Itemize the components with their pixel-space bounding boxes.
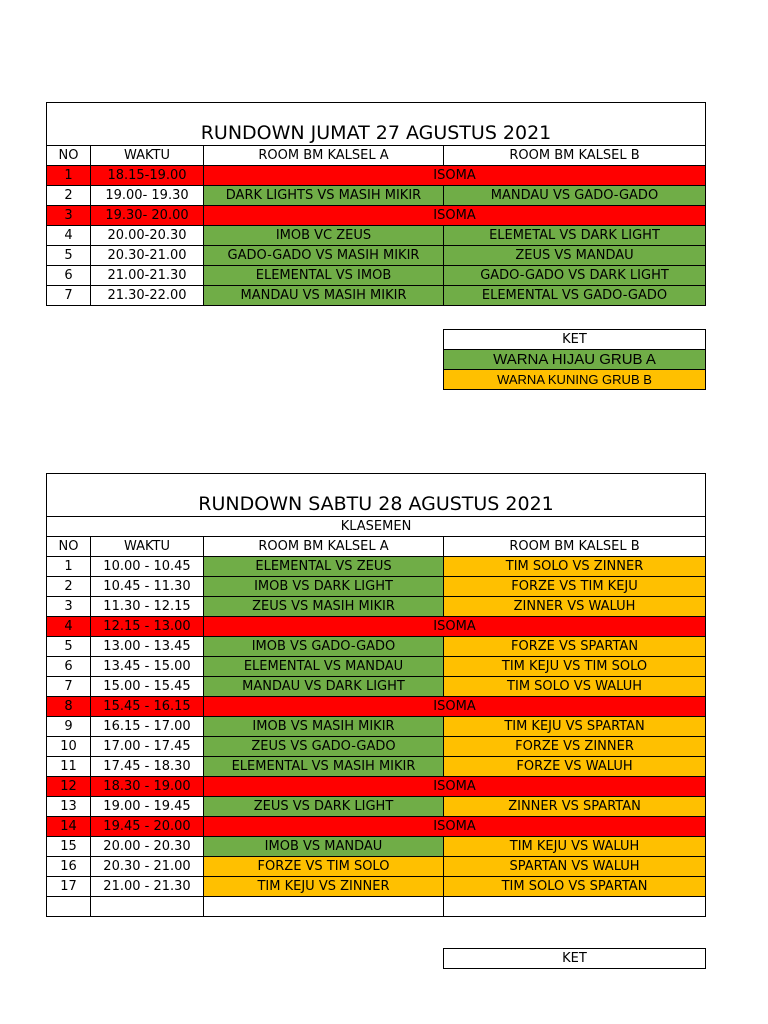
schedule-row: [47, 597, 706, 617]
schedule-row: [47, 226, 706, 246]
row-number: 8: [47, 697, 91, 717]
row-time: 13.00 - 13.45: [91, 637, 204, 657]
match-room-a: IMOB VS GADO-GADO: [204, 637, 444, 657]
match-room-a: MANDAU VS MASIH MIKIR: [204, 286, 444, 306]
match-room-a: ELEMENTAL VS IMOB: [204, 266, 444, 286]
row-time: [91, 897, 204, 917]
row-time: 15.45 - 16.15: [91, 697, 204, 717]
friday-title: RUNDOWN JUMAT 27 AGUSTUS 2021: [47, 103, 706, 146]
match-room-b: ZINNER VS SPARTAN: [444, 797, 706, 817]
match-room-a: GADO-GADO VS MASIH MIKIR: [204, 246, 444, 266]
schedule-row: [47, 737, 706, 757]
header-room-b: ROOM BM KALSEL B: [444, 146, 706, 166]
row-number: 1: [47, 166, 91, 186]
row-time: 10.45 - 11.30: [91, 577, 204, 597]
legend-title: KET: [444, 330, 706, 350]
schedule-row: [47, 206, 706, 226]
match-room-a: ZEUS VS GADO-GADO: [204, 737, 444, 757]
row-number: 5: [47, 246, 91, 266]
row-number: 17: [47, 877, 91, 897]
break-label: ISOMA: [204, 617, 706, 637]
schedule-row: [47, 677, 706, 697]
row-number: 11: [47, 757, 91, 777]
row-number: 2: [47, 577, 91, 597]
break-label: ISOMA: [204, 817, 706, 837]
row-number: 3: [47, 597, 91, 617]
schedule-row: [47, 697, 706, 717]
match-room-a: TIM KEJU VS ZINNER: [204, 877, 444, 897]
schedule-row: [47, 657, 706, 677]
row-time: 16.15 - 17.00: [91, 717, 204, 737]
row-number: 1: [47, 557, 91, 577]
row-number: 7: [47, 286, 91, 306]
row-time: 19.00 - 19.45: [91, 797, 204, 817]
match-room-a: FORZE VS TIM SOLO: [204, 857, 444, 877]
schedule-row: [47, 817, 706, 837]
header-time: WAKTU: [91, 537, 204, 557]
row-time: 15.00 - 15.45: [91, 677, 204, 697]
match-room-b: FORZE VS ZINNER: [444, 737, 706, 757]
row-time: 19.45 - 20.00: [91, 817, 204, 837]
header-room-a: ROOM BM KALSEL A: [204, 146, 444, 166]
schedule-row: [47, 637, 706, 657]
match-room-b: ZINNER VS WALUH: [444, 597, 706, 617]
row-time: 10.00 - 10.45: [91, 557, 204, 577]
row-time: 20.00-20.30: [91, 226, 204, 246]
match-room-a: [204, 897, 444, 917]
row-time: 20.30 - 21.00: [91, 857, 204, 877]
schedule-row: [47, 557, 706, 577]
row-time: 18.15-19.00: [91, 166, 204, 186]
match-room-a: ZEUS VS DARK LIGHT: [204, 797, 444, 817]
match-room-b: TIM KEJU VS SPARTAN: [444, 717, 706, 737]
match-room-a: IMOB VS DARK LIGHT: [204, 577, 444, 597]
schedule-row: [47, 286, 706, 306]
match-room-a: IMOB VS MANDAU: [204, 837, 444, 857]
schedule-row: [47, 877, 706, 897]
match-room-b: ZEUS VS MANDAU: [444, 246, 706, 266]
row-time: 21.30-22.00: [91, 286, 204, 306]
row-time: 19.30- 20.00: [91, 206, 204, 226]
schedule-row: [47, 717, 706, 737]
row-number: 15: [47, 837, 91, 857]
match-room-b: GADO-GADO VS DARK LIGHT: [444, 266, 706, 286]
schedule-row: [47, 857, 706, 877]
legend-green-group-a: WARNA HIJAU GRUB A: [444, 350, 706, 370]
match-room-b: FORZE VS WALUH: [444, 757, 706, 777]
row-time: 19.00- 19.30: [91, 186, 204, 206]
row-number: 9: [47, 717, 91, 737]
match-room-b: SPARTAN VS WALUH: [444, 857, 706, 877]
row-number: 13: [47, 797, 91, 817]
row-number: 2: [47, 186, 91, 206]
schedule-row: [47, 837, 706, 857]
row-time: 17.00 - 17.45: [91, 737, 204, 757]
row-time: 20.30-21.00: [91, 246, 204, 266]
header-room-a: ROOM BM KALSEL A: [204, 537, 444, 557]
row-time: 20.00 - 20.30: [91, 837, 204, 857]
break-label: ISOMA: [204, 697, 706, 717]
schedule-row: [47, 777, 706, 797]
row-number: 4: [47, 226, 91, 246]
break-label: ISOMA: [204, 777, 706, 797]
friday-rundown-table: [46, 102, 706, 306]
match-room-b: TIM SOLO VS ZINNER: [444, 557, 706, 577]
row-number: 12: [47, 777, 91, 797]
schedule-row: [47, 266, 706, 286]
row-time: 12.15 - 13.00: [91, 617, 204, 637]
friday-legend: [443, 329, 706, 390]
match-room-b: ELEMENTAL VS GADO-GADO: [444, 286, 706, 306]
match-room-a: ELEMENTAL VS MASIH MIKIR: [204, 757, 444, 777]
row-number: 10: [47, 737, 91, 757]
schedule-row: [47, 617, 706, 637]
schedule-row: [47, 897, 706, 917]
match-room-b: FORZE VS SPARTAN: [444, 637, 706, 657]
row-number: 16: [47, 857, 91, 877]
match-room-a: IMOB VC ZEUS: [204, 226, 444, 246]
saturday-legend: [443, 948, 706, 969]
saturday-title: RUNDOWN SABTU 28 AGUSTUS 2021: [47, 474, 706, 517]
header-time: WAKTU: [91, 146, 204, 166]
legend-yellow-group-b: WARNA KUNING GRUB B: [444, 370, 706, 390]
match-room-b: ELEMETAL VS DARK LIGHT: [444, 226, 706, 246]
row-time: 18.30 - 19.00: [91, 777, 204, 797]
row-time: 13.45 - 15.00: [91, 657, 204, 677]
break-label: ISOMA: [204, 206, 706, 226]
match-room-a: ELEMENTAL VS MANDAU: [204, 657, 444, 677]
match-room-a: MANDAU VS DARK LIGHT: [204, 677, 444, 697]
row-number: 5: [47, 637, 91, 657]
row-number: 3: [47, 206, 91, 226]
row-number: 6: [47, 266, 91, 286]
row-number: 4: [47, 617, 91, 637]
match-room-b: TIM SOLO VS SPARTAN: [444, 877, 706, 897]
match-room-a: ZEUS VS MASIH MIKIR: [204, 597, 444, 617]
match-room-b: TIM KEJU VS WALUH: [444, 837, 706, 857]
row-time: 11.30 - 12.15: [91, 597, 204, 617]
row-time: 17.45 - 18.30: [91, 757, 204, 777]
match-room-b: TIM SOLO VS WALUH: [444, 677, 706, 697]
schedule-row: [47, 246, 706, 266]
match-room-a: IMOB VS MASIH MIKIR: [204, 717, 444, 737]
match-room-b: MANDAU VS GADO-GADO: [444, 186, 706, 206]
match-room-a: ELEMENTAL VS ZEUS: [204, 557, 444, 577]
saturday-rundown-table: [46, 473, 706, 917]
match-room-b: [444, 897, 706, 917]
row-number: 7: [47, 677, 91, 697]
schedule-row: [47, 757, 706, 777]
header-room-b: ROOM BM KALSEL B: [444, 537, 706, 557]
match-room-b: FORZE VS TIM KEJU: [444, 577, 706, 597]
saturday-subtitle: KLASEMEN: [47, 517, 706, 537]
break-label: ISOMA: [204, 166, 706, 186]
row-time: 21.00-21.30: [91, 266, 204, 286]
match-room-a: DARK LIGHTS VS MASIH MIKIR: [204, 186, 444, 206]
match-room-b: TIM KEJU VS TIM SOLO: [444, 657, 706, 677]
row-number: 6: [47, 657, 91, 677]
schedule-row: [47, 186, 706, 206]
legend-title: KET: [444, 949, 706, 969]
schedule-row: [47, 166, 706, 186]
header-no: NO: [47, 537, 91, 557]
row-number: [47, 897, 91, 917]
row-time: 21.00 - 21.30: [91, 877, 204, 897]
row-number: 14: [47, 817, 91, 837]
schedule-row: [47, 577, 706, 597]
schedule-row: [47, 797, 706, 817]
header-no: NO: [47, 146, 91, 166]
